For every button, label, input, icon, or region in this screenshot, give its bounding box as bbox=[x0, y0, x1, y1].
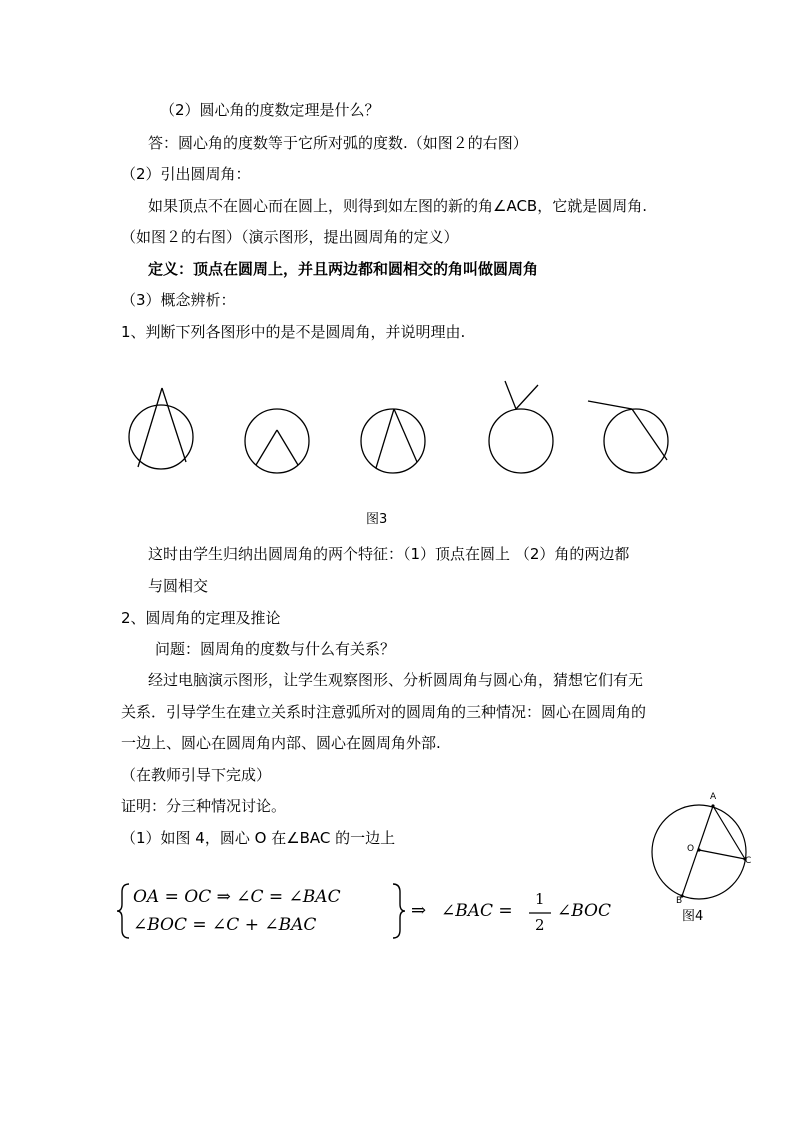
fig4-label-o: O bbox=[687, 844, 695, 854]
equation-block bbox=[115, 882, 635, 942]
section-theorem: 2、圆周角的定理及推论 bbox=[121, 609, 281, 627]
fig3-circle-4 bbox=[489, 381, 553, 473]
equation-rhs: ∠BOC bbox=[557, 901, 611, 921]
fig4-label-b: B bbox=[676, 896, 683, 906]
fig3-circle-2 bbox=[245, 409, 309, 473]
paragraph-features: 这时由学生归纳出圆周角的两个特征：（1）顶点在圆上 （2）角的两边都 bbox=[148, 545, 630, 563]
proof-case-1: （1）如图 4，圆心 O 在∠BAC 的一边上 bbox=[121, 829, 396, 847]
question-central-angle: （2）圆心角的度数定理是什么？ bbox=[160, 101, 380, 119]
paragraph-demo-2: 关系．引导学生在建立关系时注意弧所对的圆周角的三种情况：圆心在圆周角的 bbox=[121, 703, 647, 721]
paragraph-features-cont: 与圆相交 bbox=[148, 577, 209, 595]
question-relation: 问题：圆周角的度数与什么有关系？ bbox=[155, 640, 396, 658]
equation-row-2: ∠BOC = ∠C + ∠BAC bbox=[133, 915, 317, 935]
proof-intro: 证明：分三种情况讨论。 bbox=[121, 797, 287, 815]
equation-fraction-num: 1 bbox=[535, 890, 545, 908]
section-concept-analysis: （3）概念辨析： bbox=[121, 291, 236, 309]
fig3-circle-5 bbox=[588, 401, 668, 473]
fig4-label-c: C bbox=[745, 856, 752, 866]
equation-implies: ⇒ bbox=[411, 900, 427, 921]
paragraph-inscribed-intro: 如果顶点不在圆心而在圆上，则得到如左图的新的角∠ACB，它就是圆周角. bbox=[148, 197, 647, 215]
section-inscribed-angle: （2）引出圆周角： bbox=[121, 165, 251, 183]
figure-3-caption: 图3 bbox=[366, 512, 388, 527]
fig3-circle-1 bbox=[129, 388, 193, 469]
paragraph-demo-3: 一边上、圆心在圆周角内部、圆心在圆周角外部. bbox=[121, 734, 441, 752]
figure-4 bbox=[652, 805, 746, 899]
note-teacher-guided: （在教师引导下完成） bbox=[121, 766, 272, 784]
equation-row-1: OA = OC ⇒ ∠C = ∠BAC bbox=[133, 887, 341, 907]
paragraph-demo-1: 经过电脑演示图形，让学生观察图形、分析圆周角与圆心角，猜想它们有无 bbox=[148, 671, 644, 689]
answer-central-angle: 答：圆心角的度数等于它所对弧的度数.（如图２的右图） bbox=[148, 134, 528, 152]
exercise-1: 1、判断下列各图形中的是不是圆周角，并说明理由. bbox=[121, 323, 466, 341]
paragraph-inscribed-intro-cont: （如图２的右图）（演示图形，提出圆周角的定义） bbox=[121, 228, 459, 246]
equation-fraction-den: 2 bbox=[535, 916, 545, 934]
equation-lhs: ∠BAC = bbox=[441, 901, 513, 921]
figure-4-caption: 图4 bbox=[682, 909, 704, 924]
fig3-circle-3 bbox=[361, 409, 425, 473]
fig4-label-a: A bbox=[710, 792, 717, 802]
definition-inscribed-angle: 定义：顶点在圆周上，并且两边都和圆相交的角叫做圆周角 bbox=[148, 260, 539, 278]
